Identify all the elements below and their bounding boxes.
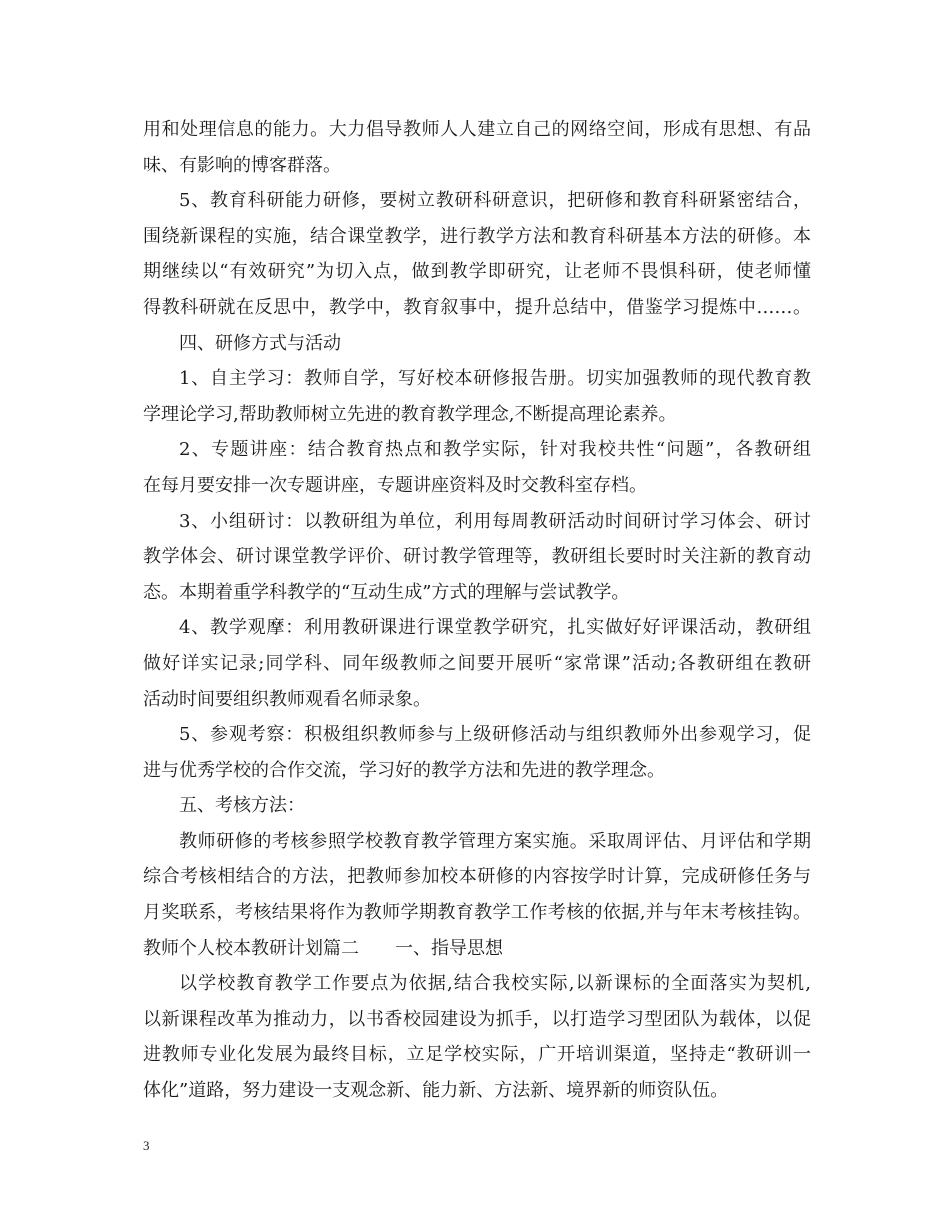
text-line: 四、研修方式与活动 [179,332,341,354]
text-line: 教师研修的考核参照学校教育教学管理方案实施。采取周评估、月评估和学期 [179,830,811,852]
text-line: 2、专题讲座：结合教育热点和教学实际，针对我校共性“问题”，各教研组 [179,439,811,461]
text-line: 学理论学习,帮助教师树立先进的教育教学理念,不断提高理论素养。 [143,403,677,425]
paragraph [143,183,811,325]
text-line: 1、自主学习：教师自学，写好校本研修报告册。切实加强教师的现代教育教 [179,368,811,390]
text-line: 活动时间要组织教师观看名师录象。 [143,688,431,710]
text-line: 用和处理信息的能力。大力倡导教师人人建立自己的网络空间，形成有思想、有品 [143,119,811,140]
paragraph [143,824,811,931]
section-heading [143,788,811,824]
document-section-title: 教师个人校本教研计划篇二 [143,937,359,959]
text-line: 体化”道路，努力建设一支观念新、能力新、方法新、境界新的师资队伍。 [143,1080,729,1102]
text-line: 以新课程改革为推动力，以书香校园建设为抓手，以打造学习型团队为载体，以促 [143,1008,811,1030]
text-line: 围绕新课程的实施，结合课堂教学，进行教学方法和教育科研基本方法的研修。本 [143,225,811,247]
text-line: 教学体会、研讨课堂教学评价、研讨教学管理等，教研组长要时时关注新的教育动 [143,546,811,568]
paragraph [143,610,811,717]
section-heading [143,326,811,362]
text-line: 态。本期着重学科教学的“互动生成”方式的理解与尝试教学。 [143,581,630,603]
paragraph [143,717,811,788]
document-body [143,112,811,1109]
text-line: 得教科研就在反思中，教学中，教育叙事中，提升总结中，借鉴学习提炼中……。 [143,296,811,318]
text-line: 5、教育科研能力研修，要树立教研科研意识，把研修和教育科研紧密结合， [179,190,811,212]
paragraph [143,432,811,503]
paragraph [143,112,811,183]
text-line: 五、考核方法： [179,795,305,817]
text-line: 4、教学观摩：利用教研课进行课堂教学研究，扎实做好好评课活动，教研组 [179,617,811,639]
text-line: 进教师专业化发展为最终目标，立足学校实际，广开培训渠道，坚持走“教研训一 [143,1044,811,1066]
paragraph [143,966,811,1108]
text-line: 3、小组研讨：以教研组为单位，利用每周教研活动时间研讨学习体会、研讨 [179,510,811,532]
text-line: 在每月要安排一次专题讲座，专题讲座资料及时交教科室存档。 [143,474,647,496]
text-line: 做好详实记录;同学科、同年级教师之间要开展听“家常课”活动;各教研组在教研 [143,652,811,674]
section-subheading: 一、指导思想 [395,937,503,959]
text-line: 以学校教育教学工作要点为依据,结合我校实际,以新课标的全面落实为契机, [179,973,811,995]
text-line: 月奖联系，考核结果将作为教师学期教育教学工作考核的依据,并与年末考核挂钩。 [143,902,811,924]
text-line: 5、参观考察：积极组织教师参与上级研修活动与组织教师外出参观学习，促 [179,724,811,746]
text-line: 期继续以“有效研究”为切入点，做到教学即研究，让老师不畏惧科研，使老师懂 [143,261,811,283]
text-line: 综合考核相结合的方法，把教师参加校本研修的内容按学时计算，完成研修任务与 [143,866,811,888]
paragraph [143,361,811,432]
text-line: 味、有影响的博客群落。 [143,154,341,176]
text-line: 进与优秀学校的合作交流，学习好的教学方法和先进的教学理念。 [143,759,665,781]
paragraph [143,504,811,611]
page-number: 3 [143,1138,150,1153]
section-title-row [143,931,811,967]
